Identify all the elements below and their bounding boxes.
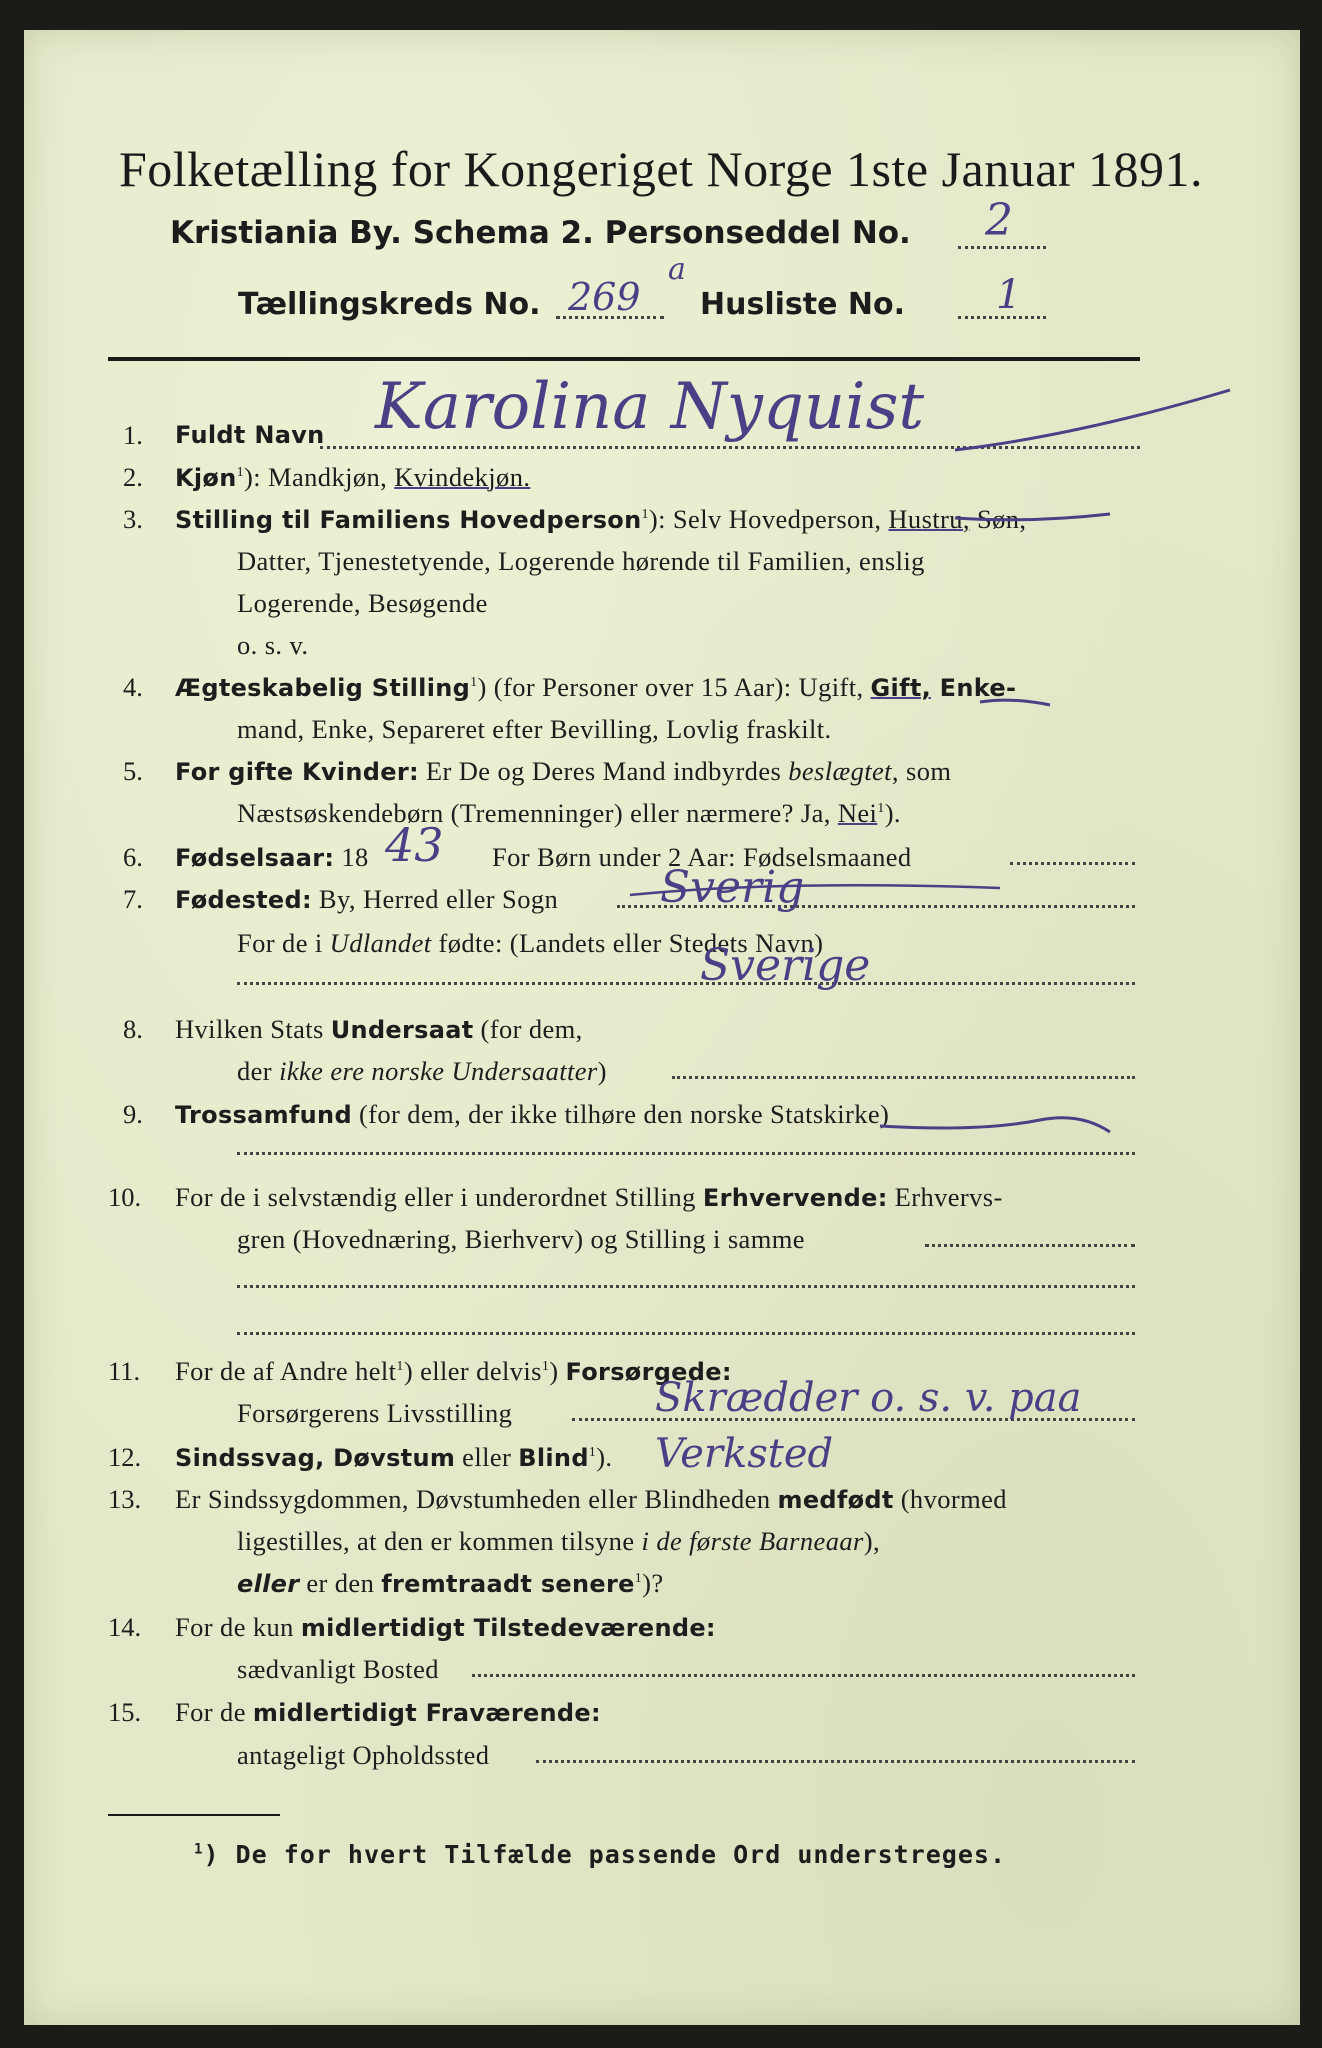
q5-line2: Næstsøskendebørn (Tremenninger) eller nærmere? Ja, Nei$^1$). bbox=[237, 798, 901, 828]
q10-number: 10. bbox=[108, 1182, 142, 1212]
q3-selected-option: Hustru, bbox=[888, 504, 970, 534]
q12-label2: Blind bbox=[518, 1444, 589, 1472]
q4-footnote-marker: 1 bbox=[470, 675, 478, 691]
q4-selected-option: Gift, bbox=[870, 674, 932, 702]
q8-italic: ikke ere norske Undersaatter bbox=[279, 1056, 598, 1086]
q1-flourish-stroke bbox=[955, 390, 1230, 450]
q12-line1: Sindssvag, Døvstum eller Blind$^1$). bbox=[175, 1442, 613, 1472]
q4-label: Ægteskabelig Stilling bbox=[175, 674, 471, 702]
q7-italic: Udlandet bbox=[329, 928, 432, 958]
q4-underline-stroke bbox=[980, 700, 1050, 705]
q3-footnote-marker: 1 bbox=[641, 507, 649, 523]
q8-text2a: der bbox=[237, 1056, 280, 1086]
q3-label: Stilling til Familiens Hovedperson bbox=[175, 506, 642, 534]
q3-line4: o. s. v. bbox=[237, 630, 309, 660]
q3-text1b: Søn, bbox=[969, 504, 1027, 534]
q15-number: 15. bbox=[108, 1697, 142, 1727]
q11-line2: Forsørgerens Livsstilling bbox=[237, 1398, 513, 1428]
q12-text: eller bbox=[455, 1442, 519, 1472]
q5-text1b: som bbox=[898, 756, 952, 786]
q14-line2: sædvanligt Bosted bbox=[237, 1654, 439, 1684]
q6-answer-year: 43 bbox=[385, 818, 444, 872]
schema-line-text: Kristiania By. Schema 2. Personseddel No. bbox=[170, 215, 911, 251]
q10-line2: gren (Hovednæring, Bierhverv) og Stilling i samme bbox=[237, 1224, 805, 1254]
q12-number: 12. bbox=[108, 1442, 142, 1472]
q11-line1: For de af Andre helt$^1$) eller delvis$^1$) Forsørgede: bbox=[175, 1356, 732, 1386]
husliste-label: Husliste No. bbox=[700, 287, 905, 322]
form-title: Folketælling for Kongeriget Norge 1ste Januar 1891. bbox=[118, 141, 1204, 197]
q4-number: 4. bbox=[123, 672, 143, 702]
q2-number: 2. bbox=[123, 462, 143, 492]
q8-text2b: ) bbox=[597, 1056, 607, 1086]
q6-number: 6. bbox=[123, 842, 143, 872]
q13-number: 13. bbox=[108, 1484, 142, 1514]
q15-line2: antageligt Opholdssted bbox=[237, 1740, 490, 1770]
q7-text2a: For de i bbox=[237, 928, 330, 958]
q1-answer-name: Karolina Nyquist bbox=[375, 370, 925, 444]
q9-number: 9. bbox=[123, 1099, 143, 1129]
q12-label: Sindssvag, Døvstum bbox=[175, 1444, 456, 1472]
q13-italic2: eller bbox=[237, 1570, 300, 1598]
q7-text1: By, Herred eller Sogn bbox=[311, 884, 559, 914]
q7-text2b: fødte: (Landets eller Stedets Navn) bbox=[431, 928, 824, 958]
q4-line2: mand, Enke, Separeret efter Bevilling, Lovlig fraskilt. bbox=[237, 714, 832, 744]
q6-text: For Børn under 2 Aar: Fødselsmaaned bbox=[492, 842, 912, 872]
q7-number: 7. bbox=[123, 884, 143, 914]
taellingskreds-label: Tællingskreds No. bbox=[238, 287, 541, 322]
q3-number: 3. bbox=[123, 504, 143, 534]
footnote-text: ) De for hvert Tilfælde passende Ord understreges. bbox=[203, 1840, 1007, 1869]
husliste-number: 1 bbox=[996, 272, 1022, 318]
q3-line2: Datter, Tjenestetyende, Logerende hørende til Familien, enslig bbox=[237, 546, 925, 576]
q5-text2a: Næstsøskendebørn (Tremenninger) eller nærmere? Ja, bbox=[237, 798, 838, 828]
q13-text3b: )? bbox=[642, 1568, 664, 1598]
q5-text1a: Er De og Deres Mand indbyrdes bbox=[418, 756, 789, 786]
q13-text1b: (hvormed bbox=[893, 1484, 1007, 1514]
q11-text1a: For de af Andre helt bbox=[175, 1356, 397, 1386]
q5-number: 5. bbox=[123, 756, 143, 786]
q10-text1a: For de i selvstændig eller i underordnet Stilling bbox=[175, 1182, 703, 1212]
q2-footnote-marker: 1 bbox=[236, 465, 245, 481]
q9-label: Trossamfund bbox=[175, 1101, 352, 1129]
q8-text1: Hvilken Stats bbox=[175, 1014, 331, 1044]
q5-label: For gifte Kvinder: bbox=[175, 758, 419, 786]
q2-label: Kjøn bbox=[175, 464, 237, 492]
q13-text2a: ligestilles, at den er kommen tilsyne bbox=[237, 1526, 642, 1556]
q3-line3: Logerende, Besøgende bbox=[237, 588, 488, 618]
q15-text1: For de bbox=[175, 1697, 253, 1727]
q15-label: midlertidigt Fraværende: bbox=[252, 1699, 601, 1727]
q4-text1b: Enke- bbox=[931, 674, 1017, 702]
q1-label: Fuldt Navn bbox=[175, 421, 325, 449]
q13-label: medfødt bbox=[777, 1486, 894, 1514]
q13-label2: fremtraadt senere bbox=[381, 1570, 635, 1598]
q9-text: (for dem, der ikke tilhøre den norske Statskirke) bbox=[351, 1099, 890, 1129]
q8-number: 8. bbox=[123, 1014, 143, 1044]
q14-number: 14. bbox=[108, 1612, 142, 1642]
taellingskreds-number: 269 bbox=[568, 275, 641, 319]
q3-text1: ): Selv Hovedperson, bbox=[648, 504, 889, 534]
q2-options: ): Mandkjøn, bbox=[244, 462, 395, 492]
q8-label: Undersaat bbox=[330, 1016, 474, 1044]
q13-text2b: ), bbox=[863, 1526, 880, 1556]
footnote-marker: 1 bbox=[194, 1841, 204, 1858]
q5-text2b: ). bbox=[884, 798, 901, 828]
q1-number: 1. bbox=[123, 420, 143, 450]
q10-text1b: Erhvervs- bbox=[887, 1182, 1003, 1212]
q6-prefix: 18 bbox=[334, 842, 369, 872]
q13-text1a: Er Sindssygdommen, Døvstumheden eller Blindheden bbox=[175, 1484, 778, 1514]
q14-label: midlertidigt Tilstedeværende: bbox=[300, 1614, 716, 1642]
q7-label: Fødested: bbox=[175, 886, 312, 914]
q7-stroke bbox=[630, 885, 1000, 895]
q11-label: Forsørgede: bbox=[565, 1358, 732, 1386]
q6-label: Fødselsaar: bbox=[175, 844, 335, 872]
taellingskreds-suffix: a bbox=[668, 252, 686, 287]
q3-underline-stroke bbox=[955, 514, 1110, 520]
q12-suffix: ). bbox=[596, 1442, 613, 1472]
q11-text1c: ) bbox=[549, 1356, 566, 1386]
q11-number: 11. bbox=[108, 1356, 141, 1386]
q2-selected-option: Kvindekjøn. bbox=[394, 462, 531, 492]
q7-answer-country: Sverige bbox=[700, 940, 871, 991]
q10-label: Erhvervende: bbox=[702, 1184, 888, 1212]
q13-line3: eller er den fremtraadt senere$^1$)? bbox=[237, 1568, 664, 1598]
q5-italic: beslægtet, bbox=[788, 756, 899, 786]
q13-italic: i de første Barneaar bbox=[641, 1526, 864, 1556]
q9-stroke bbox=[880, 1118, 1110, 1132]
q14-text1: For de kun bbox=[175, 1612, 301, 1642]
q11-text1b: ) eller delvis bbox=[403, 1356, 542, 1386]
q5-selected-option: Nei bbox=[837, 798, 878, 828]
personseddel-number: 2 bbox=[985, 195, 1013, 246]
q4-text1: ) (for Personer over 15 Aar): Ugift, bbox=[477, 672, 871, 702]
q7-answer-birthplace: Sverig bbox=[660, 862, 805, 913]
q11-answer-occupation: Skrædder o. s. v. paa Verksted bbox=[655, 1375, 1082, 1477]
q8-text1b: (for dem, bbox=[473, 1014, 583, 1044]
q13-text3a: er den bbox=[299, 1568, 382, 1598]
